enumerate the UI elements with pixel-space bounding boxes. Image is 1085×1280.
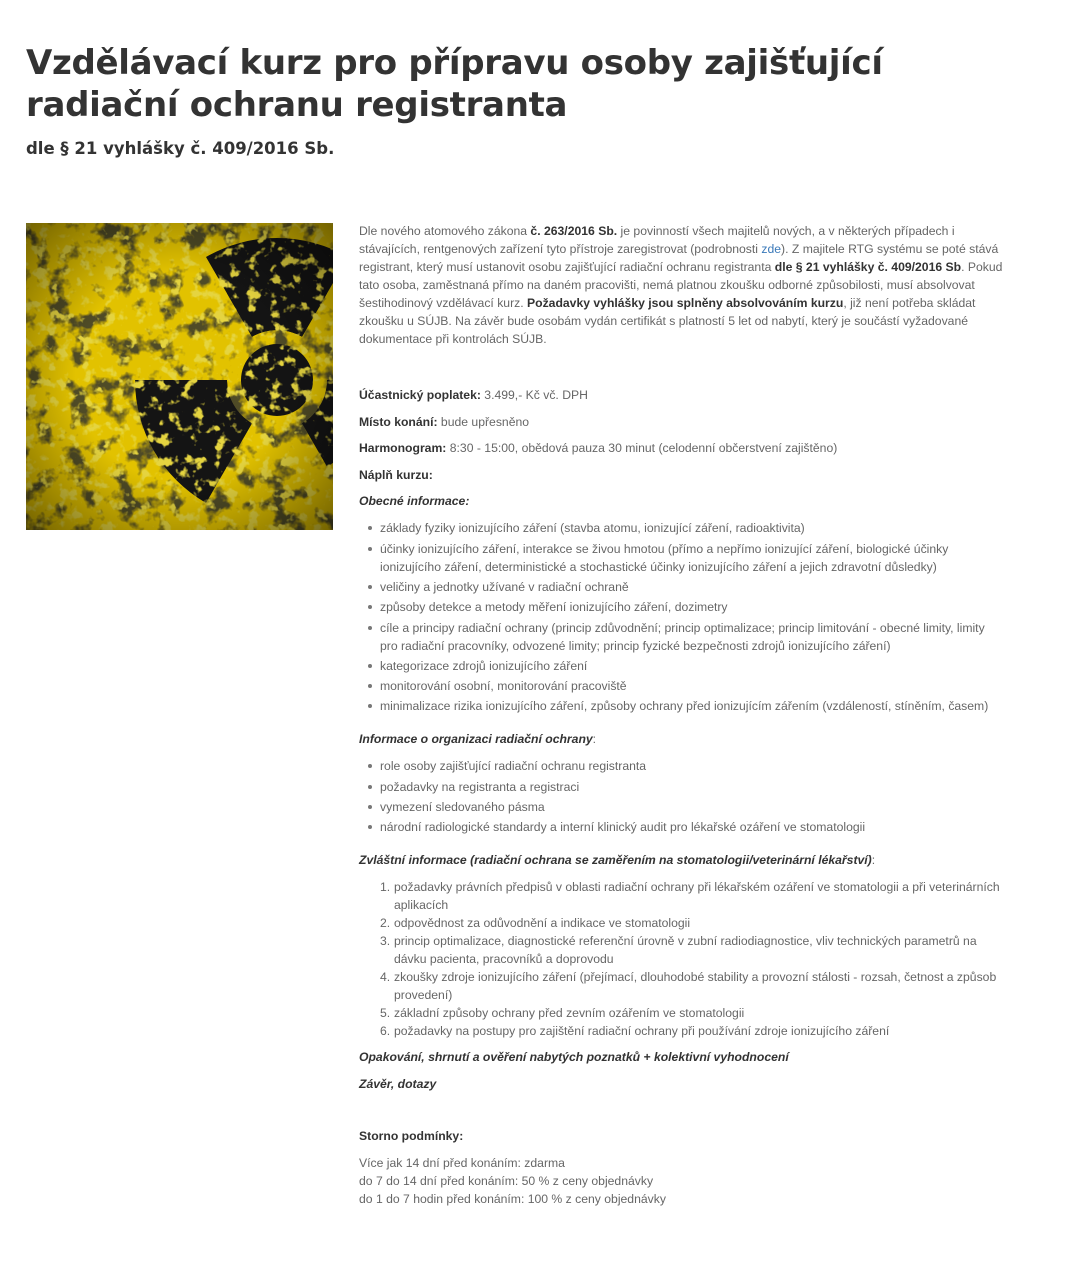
list-item: 2. odpovědnost za odůvodnění a indikace ve stomatologii [380, 916, 691, 931]
special-heading [359, 851, 1004, 869]
page-subtitle: dle § 21 vyhlášky č. 409/2016 Sb. [26, 139, 335, 158]
course-content [359, 222, 1004, 1208]
list-item: 1. požadavky právních předpisů v oblasti radiační ochrany při lékařském ozáření ve stomatologii a při veterinárních aplikacích [380, 880, 1000, 913]
radiation-warning-icon [26, 223, 333, 530]
storno-line: Více jak 14 dní před konáním: zdarma [359, 1156, 565, 1171]
content-label: Náplň kurzu: [359, 467, 433, 482]
conclusion-heading: Závěr, dotazy [359, 1077, 437, 1092]
intro-text: Dle nového atomového zákona [359, 224, 531, 238]
list-item: 4. zkoušky zdroje ionizujícího záření (přejímací, dlouhodobé stability a provozní stálosti - rozsah, četnost a způsob provedení) [380, 970, 997, 1003]
list-item: vymezení sledovaného pásma [380, 798, 1004, 816]
list-item: veličiny a jednotky užívané v radiační ochraně [380, 578, 1004, 596]
list-item: 5. základní způsoby ochrany před zevním ozářením ve stomatologii [380, 1006, 745, 1021]
intro-requirement: Požadavky vyhlášky jsou splněny absolvováním kurzu [527, 296, 844, 310]
intro-text: ). Z majitele RTG systému se poté stává registrant, který musí ustanovit osobu zajišťující radiační ochranu registranta [359, 242, 999, 274]
place-label: Místo konání: [359, 414, 438, 429]
storno-line: do 1 do 7 hodin před konáním: 100 % z ceny objednávky [359, 1192, 666, 1207]
list-item: 6. požadavky na postupy pro zajištění radiační ochrany při používání zdroje ionizujícího záření [380, 1024, 890, 1039]
general-heading: Obecné informace: [359, 494, 470, 509]
list-item: role osoby zajišťující radiační ochranu registranta [380, 757, 1004, 775]
intro-text: , již není potřeba skládat zkoušku u SÚJB. Na závěr bude osobám vydán certifikát s platností 5 let od nabytí, který je součástí vyžadované dokumentace při kontrolách SÚJB. [359, 296, 976, 346]
list-item: účinky ionizujícího záření, interakce se živou hmotou (přímo a nepřímo ionizující záření, biologické účinky ionizujícího záření, deterministické a stochastické účinky ionizujícího záření a jejich zdravotní důsledky) [380, 540, 1004, 576]
storno-heading: Storno podmínky: [359, 1129, 464, 1144]
intro-text: je povinností všech majitelů nových, a v některých případech i stávajících, rentgenových zařízení tyto přístroje zaregistrovat (podrobnosti [359, 224, 955, 256]
general-list [359, 519, 1004, 715]
schedule-value: 8:30 - 15:00, obědová pauza 30 minut (celodenní občerstvení zajištěno) [446, 441, 838, 456]
list-item: požadavky na registranta a registraci [380, 778, 1004, 796]
schedule-row [359, 439, 1004, 457]
place-row [359, 413, 1004, 431]
page-title: Vzdělávací kurz pro přípravu osoby zajišťující radiační ochranu registranta [26, 43, 883, 125]
list-item: minimalizace rizika ionizujícího záření, způsoby ochrany před ionizujícím zářením (vzdáleností, stíněním, časem) [380, 697, 1004, 715]
schedule-label: Harmonogram: [359, 441, 447, 456]
intro-decree-ref: dle § 21 vyhlášky č. 409/2016 Sb [774, 260, 962, 274]
content-row [359, 466, 1004, 484]
list-item: monitorování osobní, monitorování pracoviště [380, 677, 1004, 695]
list-item: způsoby detekce a metody měření ionizujícího záření, dozimetry [380, 598, 1004, 616]
fee-value: 3.499,- Kč vč. DPH [480, 388, 588, 402]
organization-heading [359, 730, 1004, 748]
list-item: 3. princip optimalizace, diagnostické referenční úrovně v zubní radiodiagnostice, vliv technických parametrů na dávku pacienta, pracovníků a doprovodu [380, 934, 977, 967]
intro-law-ref: č. 263/2016 Sb. [530, 224, 618, 238]
place-value: bude upřesněno [437, 414, 530, 429]
organization-list [359, 757, 1004, 836]
intro-text: . Pokud tato osoba, zaměstnaná přímo na daném pracovišti, nemá platnou zkoušku odborné způsobilosti, musí absolvovat šestihodinový vzdělávací kurz. [359, 260, 1003, 310]
fee-row [359, 386, 1004, 404]
details-link[interactable]: zde [761, 242, 782, 256]
heading-colon: : [871, 853, 876, 868]
organization-heading-text: Informace o organizaci radiační ochrany [359, 732, 593, 747]
special-heading-text: Zvláštní informace (radiační ochrana se zaměřením na stomatologii/veterinární lékařství) [359, 853, 872, 868]
fee-label: Účastnický poplatek: [359, 388, 481, 402]
storno-line: do 7 do 14 dní před konáním: 50 % z ceny objednávky [359, 1174, 654, 1189]
special-list [359, 878, 1004, 1040]
list-item: kategorizace zdrojů ionizujícího záření [380, 657, 1004, 675]
list-item: cíle a principy radiační ochrany (princip zdůvodnění; princip optimalizace; princip limitování - obecné limity, limity pro radiační pracovníky, odvozené limity; princip fyzické bezpečnosti zdrojů ionizujícího záření) [380, 619, 1004, 655]
list-item: základy fyziky ionizujícího záření (stavba atomu, ionizující záření, radioaktivita) [380, 519, 1004, 537]
repeat-heading: Opakování, shrnutí a ověření nabytých poznatků + kolektivní vyhodnocení [359, 1050, 789, 1065]
intro-paragraph [359, 222, 1004, 348]
list-item: národní radiologické standardy a interní klinický audit pro lékařské ozáření ve stomatologii [380, 818, 1004, 836]
heading-colon: : [592, 732, 597, 747]
